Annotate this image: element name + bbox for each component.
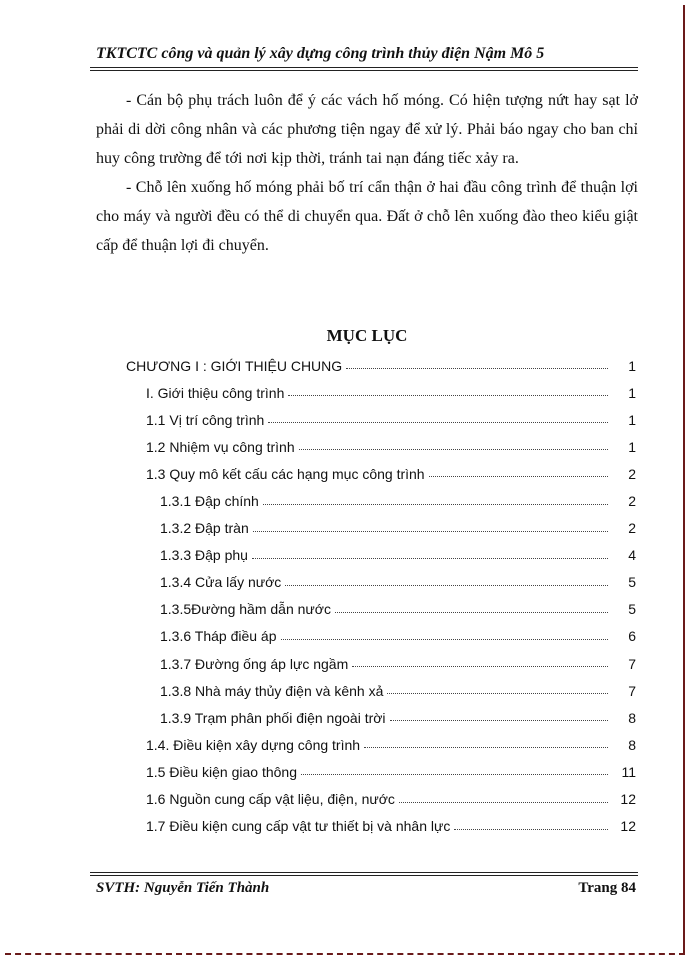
toc-entry-page: 2 <box>628 465 636 482</box>
toc-entry-label: 1.5 Điều kiện giao thông <box>146 763 297 780</box>
toc-leader-dots <box>299 449 608 450</box>
toc-entry-label: 1.3.5Đường hầm dẫn nước <box>160 601 331 618</box>
toc-leader-dots <box>268 422 608 423</box>
toc-entry-page: 6 <box>628 628 636 645</box>
toc-entry[interactable] <box>126 623 636 650</box>
toc-entry[interactable] <box>126 406 636 433</box>
table-of-contents <box>126 352 636 840</box>
toc-entry[interactable] <box>126 487 636 514</box>
toc-entry-label: 1.3.8 Nhà máy thủy điện và kênh xả <box>160 682 384 699</box>
toc-entry[interactable] <box>126 515 636 542</box>
toc-entry-label: 1.3.2 Đập tràn <box>160 520 249 537</box>
toc-entry-label: 1.6 Nguồn cung cấp vật liệu, điện, nước <box>146 791 395 808</box>
toc-entry[interactable] <box>126 596 636 623</box>
toc-leader-dots <box>346 368 608 369</box>
toc-leader-dots <box>253 531 608 532</box>
footer-page-number: Trang 84 <box>578 880 636 896</box>
toc-entry[interactable] <box>126 650 636 677</box>
body-text <box>96 86 638 260</box>
toc-leader-dots <box>454 829 608 830</box>
page-header: TKTCTC công và quản lý xây dựng công trình thủy điện Nậm Mô 5 <box>96 45 545 62</box>
header-divider <box>90 67 638 71</box>
toc-entry-page: 2 <box>628 520 636 537</box>
toc-entry-label: 1.3.1 Đập chính <box>160 493 259 510</box>
toc-entry-label: 1.3.4 Cửa lấy nước <box>160 574 282 591</box>
toc-entry[interactable] <box>126 433 636 460</box>
toc-entry[interactable] <box>126 813 636 840</box>
toc-leader-dots <box>429 476 608 477</box>
toc-entry-page: 1 <box>628 411 636 428</box>
toc-entry-page: 1 <box>628 438 636 455</box>
toc-leader-dots <box>387 693 608 694</box>
toc-leader-dots <box>263 504 608 505</box>
toc-entry-page: 1 <box>628 384 636 401</box>
toc-entry[interactable] <box>126 542 636 569</box>
toc-entry-label: 1.2 Nhiệm vụ công trình <box>146 438 295 455</box>
footer-divider <box>90 872 638 876</box>
toc-entry-page: 4 <box>628 547 636 564</box>
toc-entry-page: 7 <box>628 655 636 672</box>
toc-entry-page: 8 <box>628 736 636 753</box>
toc-entry-page: 11 <box>621 763 636 780</box>
toc-title: MỤC LỤC <box>326 326 408 345</box>
toc-entry-page: 5 <box>628 574 636 591</box>
toc-leader-dots <box>281 639 608 640</box>
toc-entry-label: 1.3.3 Đập phụ <box>160 547 248 564</box>
footer-author: SVTH: Nguyễn Tiến Thành <box>96 880 270 896</box>
toc-entry-label: 1.3.6 Tháp điều áp <box>160 628 277 645</box>
toc-entry[interactable] <box>126 731 636 758</box>
toc-entry-label: CHƯƠNG I : GIỚI THIỆU CHUNG <box>126 357 343 374</box>
toc-leader-dots <box>301 774 608 775</box>
toc-entry-page: 1 <box>628 357 636 374</box>
toc-entry[interactable] <box>126 758 636 785</box>
toc-entry[interactable] <box>126 704 636 731</box>
toc-leader-dots <box>352 666 608 667</box>
toc-leader-dots <box>285 585 608 586</box>
toc-entry-label: 1.1 Vị trí công trình <box>146 411 265 428</box>
toc-leader-dots <box>399 802 608 803</box>
toc-entry-label: 1.3 Quy mô kết cấu các hạng mục công trình <box>146 465 425 482</box>
toc-leader-dots <box>364 747 608 748</box>
toc-entry-label: 1.3.7 Đường ống áp lực ngầm <box>160 655 349 672</box>
toc-entry-label: I. Giới thiệu công trình <box>146 384 285 401</box>
toc-leader-dots <box>335 612 608 613</box>
toc-entry-label: 1.3.9 Trạm phân phối điện ngoài trời <box>160 709 386 726</box>
toc-entry[interactable] <box>126 352 636 379</box>
toc-entry-label: 1.4. Điều kiện xây dựng công trình <box>146 736 361 753</box>
toc-entry-page: 12 <box>620 818 636 835</box>
toc-entry-label: 1.7 Điều kiện cung cấp vật tư thiết bị và nhân lực <box>146 818 451 835</box>
toc-leader-dots <box>252 558 608 559</box>
toc-entry[interactable] <box>126 786 636 813</box>
toc-entry-page: 5 <box>628 601 636 618</box>
toc-entry-page: 12 <box>620 791 636 808</box>
toc-leader-dots <box>390 720 608 721</box>
toc-entry-page: 7 <box>628 682 636 699</box>
body-paragraph: - Cán bộ phụ trách luôn để ý các vách hố móng. Có hiện tượng nứt hay sạt lở phải di dời công nhân và các phương tiện ngay để xử lý. Phải báo ngay cho ban chỉ huy công trường để tới nơi kịp thời, tránh tai nạn đáng tiếc xảy ra. <box>96 92 638 167</box>
toc-entry[interactable] <box>126 460 636 487</box>
toc-entry[interactable] <box>126 677 636 704</box>
body-paragraph: - Chỗ lên xuống hố móng phải bố trí cẩn thận ở hai đầu công trình để thuận lợi cho máy và người đều có thể di chuyển qua. Đất ở chỗ lên xuống đào theo kiểu giật cấp để thuận lợi đi chuyển. <box>96 179 638 254</box>
toc-leader-dots <box>288 395 608 396</box>
toc-entry[interactable] <box>126 569 636 596</box>
toc-entry[interactable] <box>126 379 636 406</box>
toc-entry-page: 2 <box>628 493 636 510</box>
toc-entry-page: 8 <box>628 709 636 726</box>
